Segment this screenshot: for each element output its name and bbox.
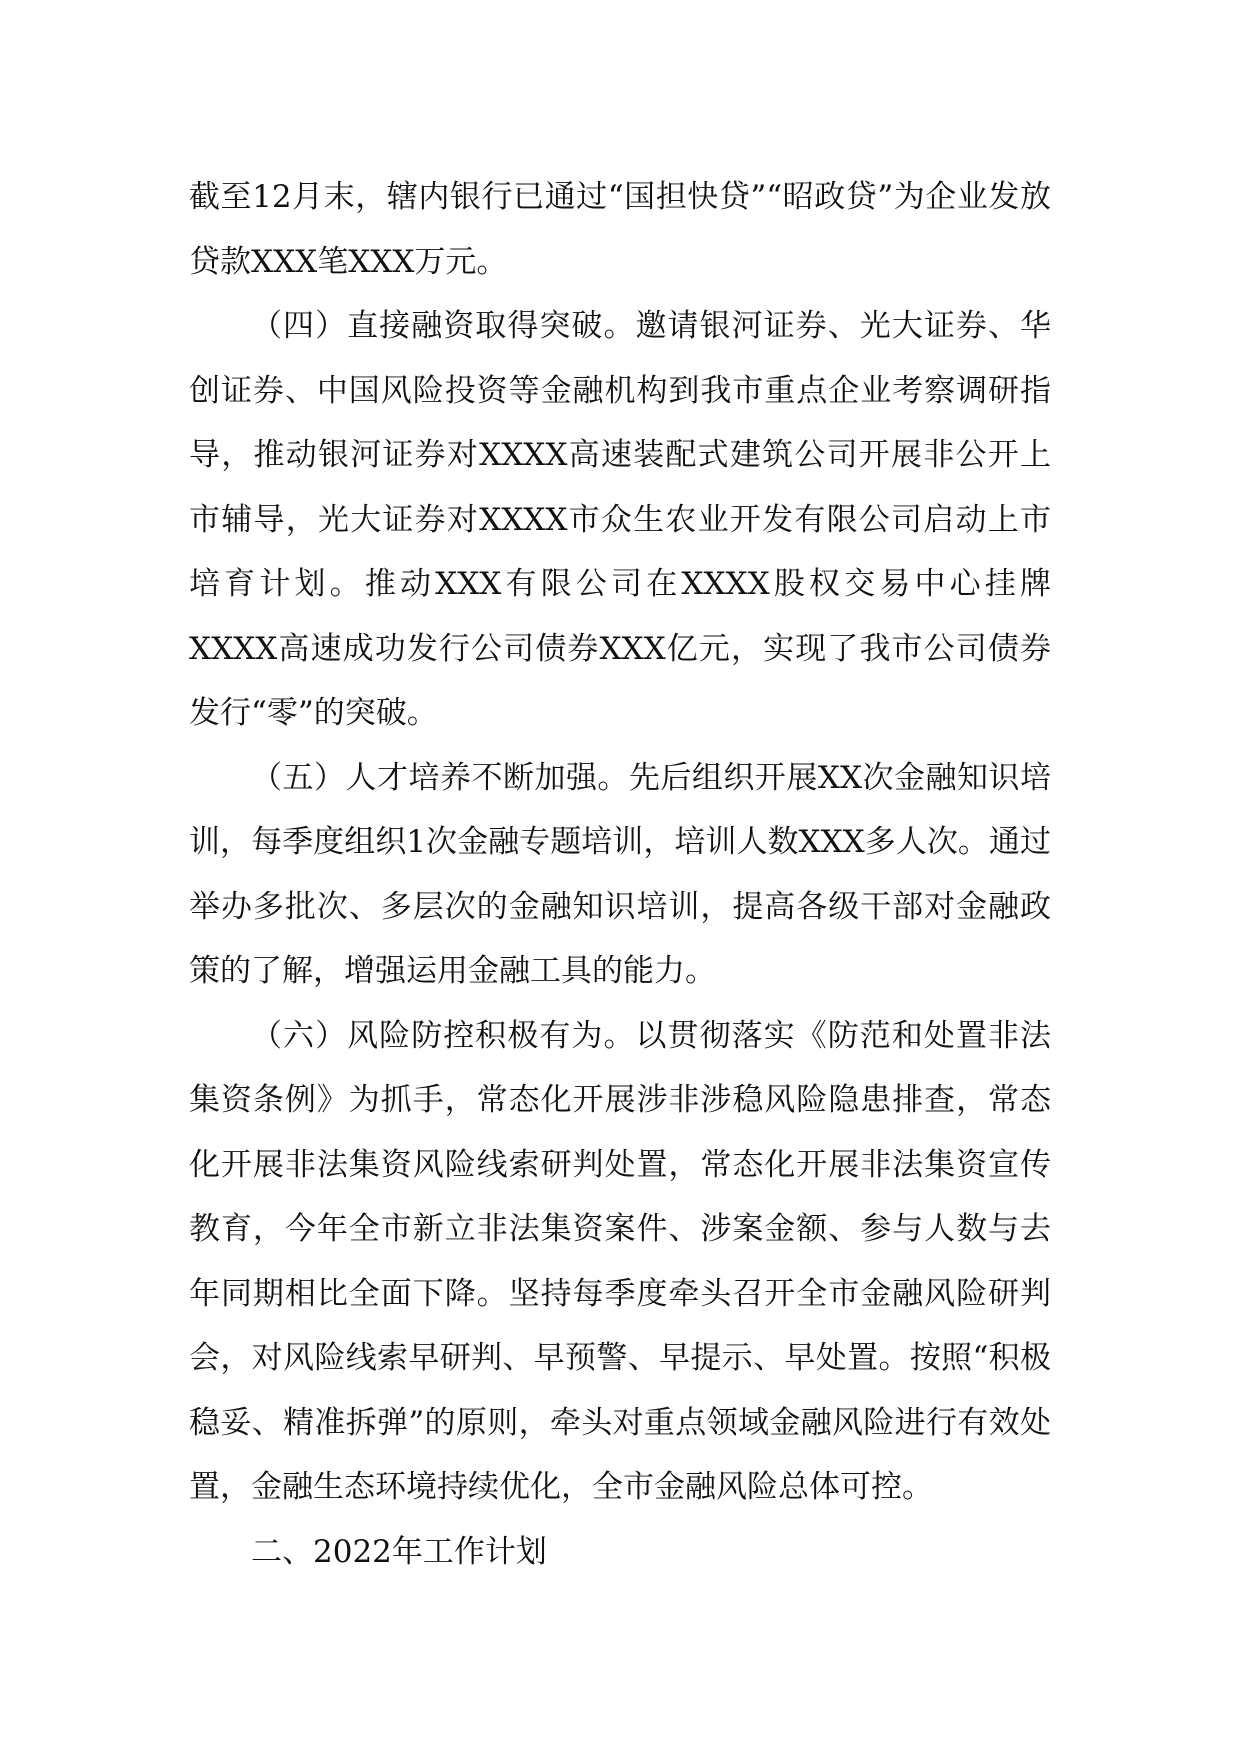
section-heading-2022-plan: 二、2022年工作计划 <box>251 1533 547 1570</box>
paragraph-talent-training: （五）人才培养不断加强。先后组织开展XX次金融知识培训，每季度组织1次金融专题培训，培训人数XXX多人次。通过举办多批次、多层次的金融知识培训，提高各级干部对金融政策的了解，增强运用金融工具的能力。 <box>189 759 1051 989</box>
paragraph-loan-summary: 截至12月末，辖内银行已通过“国担快贷”“昭政贷”为企业发放贷款XXX笔XXX万元。 <box>189 179 1051 280</box>
document-page <box>189 165 1051 1584</box>
paragraph-risk-control: （六）风险防控积极有为。以贯彻落实《防范和处置非法集资条例》为抓手，常态化开展涉非涉稳风险隐患排查，常态化开展非法集资风险线索研判处置，常态化开展非法集资宣传教育，今年全市新立非法集资案件、涉案金额、参与人数与去年同期相比全面下降。坚持每季度牵头召开全市金融风险研判会，对风险线索早研判、早预警、早提示、早处置。按照“积极稳妥、精准拆弹”的原则，牵头对重点领域金融风险进行有效处置，金融生态环境持续优化，全市金融风险总体可控。 <box>189 1017 1051 1505</box>
paragraph-direct-financing: （四）直接融资取得突破。邀请银河证券、光大证券、华创证券、中国风险投资等金融机构到我市重点企业考察调研指导，推动银河证券对XXXX高速装配式建筑公司开展非公开上市辅导，光大证券对XXXX市众生农业开发有限公司启动上市培育计划。推动XXX有限公司在XXXX股权交易中心挂牌XXXX高速成功发行公司债券XXX亿元，实现了我市公司债券发行“零”的突破。 <box>189 308 1051 731</box>
